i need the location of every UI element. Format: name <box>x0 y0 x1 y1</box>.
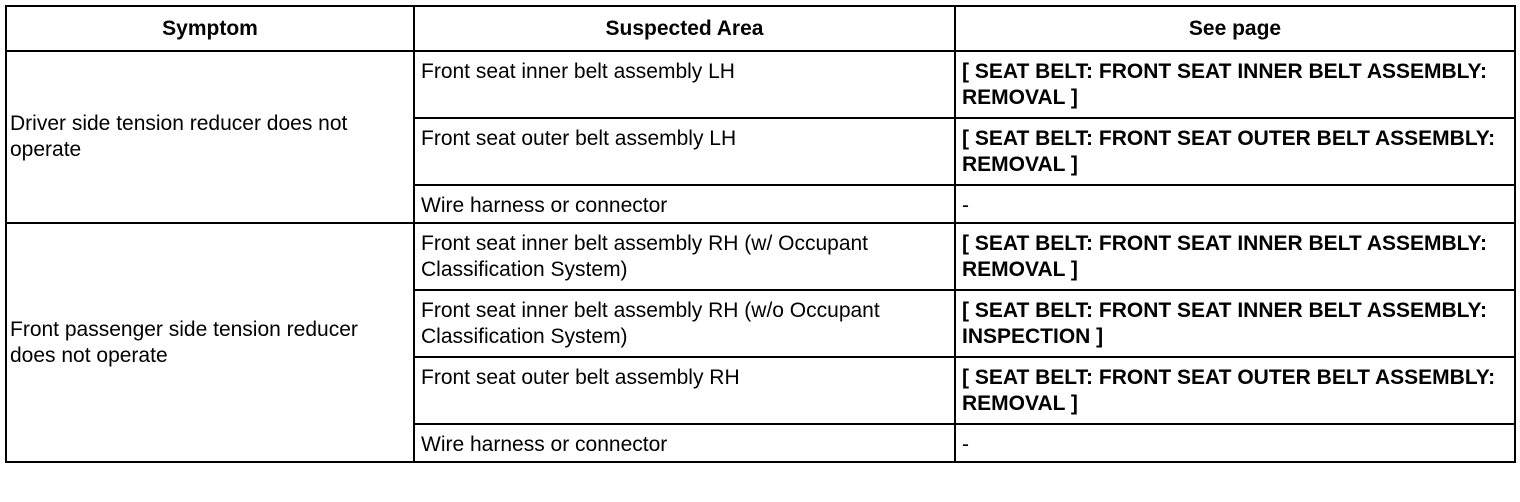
see-page-cell: [ SEAT BELT: FRONT SEAT INNER BELT ASSEMBLY: REMOVAL ] <box>955 51 1515 118</box>
header-row <box>6 6 1515 51</box>
suspected-area-cell: Front seat inner belt assembly RH (w/o Occupant Classification System) <box>414 290 955 357</box>
table-row <box>6 51 1515 118</box>
see-page-cell: [ SEAT BELT: FRONT SEAT OUTER BELT ASSEMBLY: REMOVAL ] <box>955 118 1515 185</box>
suspected-area-cell: Front seat outer belt assembly LH <box>414 118 955 185</box>
see-page-cell: [ SEAT BELT: FRONT SEAT OUTER BELT ASSEMBLY: REMOVAL ] <box>955 357 1515 424</box>
header-suspected-area: Suspected Area <box>414 6 955 51</box>
suspected-area-cell: Front seat outer belt assembly RH <box>414 357 955 424</box>
symptom-cell: Front passenger side tension reducer does not operate <box>6 223 414 462</box>
table-row <box>6 223 1515 290</box>
suspected-area-cell: Front seat inner belt assembly LH <box>414 51 955 118</box>
symptom-cell: Driver side tension reducer does not operate <box>6 51 414 223</box>
header-see-page: See page <box>955 6 1515 51</box>
see-page-cell: - <box>955 424 1515 462</box>
symptom-table <box>5 5 1516 463</box>
suspected-area-cell: Front seat inner belt assembly RH (w/ Occupant Classification System) <box>414 223 955 290</box>
see-page-cell: [ SEAT BELT: FRONT SEAT INNER BELT ASSEMBLY: INSPECTION ] <box>955 290 1515 357</box>
suspected-area-cell: Wire harness or connector <box>414 185 955 223</box>
see-page-cell: [ SEAT BELT: FRONT SEAT INNER BELT ASSEMBLY: REMOVAL ] <box>955 223 1515 290</box>
see-page-cell: - <box>955 185 1515 223</box>
header-symptom: Symptom <box>6 6 414 51</box>
suspected-area-cell: Wire harness or connector <box>414 424 955 462</box>
